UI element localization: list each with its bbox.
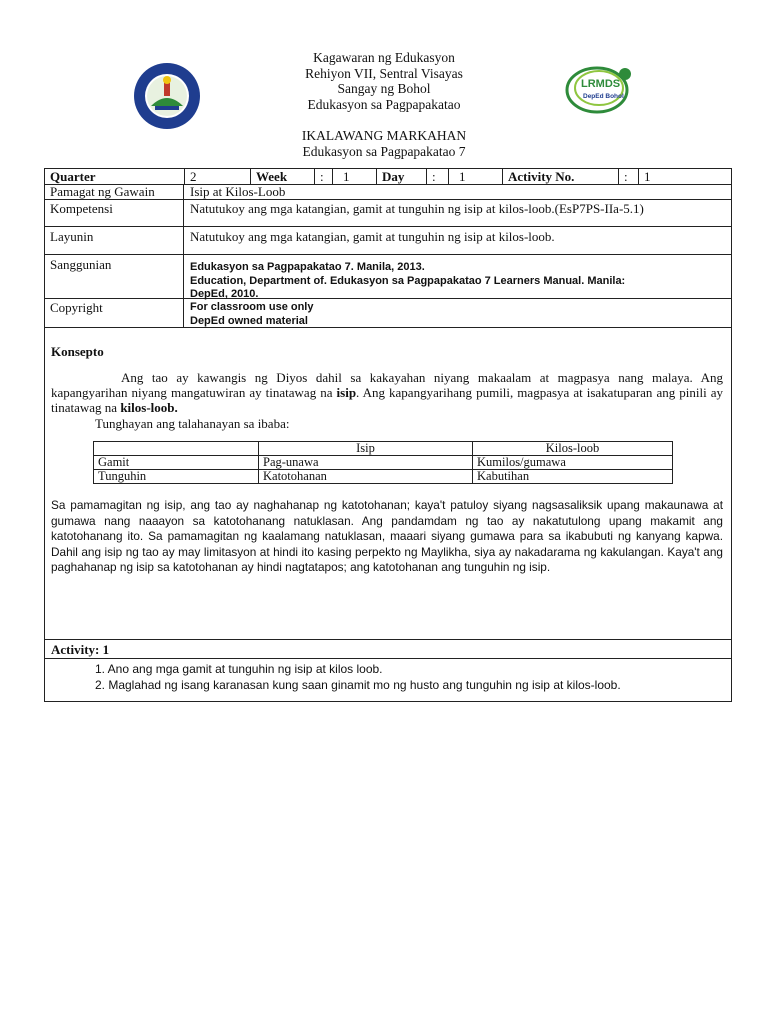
copyright-row <box>45 299 731 328</box>
header-region: Rehiyon VII, Sentral Visayas <box>305 65 463 81</box>
concept-text-c: . Ang kapangyarihang pumili, magpasya at isakatuparan ang pinili ay tinatawag na <box>51 385 723 415</box>
copyright-label: Copyright <box>45 299 184 327</box>
concept-heading: Konsepto <box>51 344 104 359</box>
table-cell: Gamit <box>94 456 259 470</box>
quarter-label: Quarter <box>45 169 185 184</box>
copyright-value <box>185 301 731 328</box>
concept-text-a: Ang tao ay kawangis ng Diyos dahil sa kakayahan niyang makaalam at magpasya nang malaya. Ang kapangyarihan niyang mangatuwiran ay tinatawag na <box>51 370 723 400</box>
header-quarter-title: IKALAWANG MARKAHAN <box>301 128 467 143</box>
lrmds-logo-subtext: DepEd Bohol <box>583 93 624 100</box>
table-row <box>94 456 673 470</box>
activity-value: 1 <box>644 169 651 184</box>
quarter-row <box>45 169 731 185</box>
table-intro: Tunghayan ang talahanayan sa ibaba: <box>95 416 290 431</box>
header-division: Sangay ng Bohol <box>337 81 431 96</box>
reference-row <box>45 255 731 299</box>
lrmds-logo-text: LRMDS <box>581 78 621 90</box>
day-value: 1 <box>449 169 503 184</box>
activity-label: Activity No. <box>503 169 619 184</box>
table-row <box>94 470 673 484</box>
concept-term-kilos-loob: kilos-loob. <box>120 400 178 415</box>
objective-label: Layunin <box>45 227 184 254</box>
header-subject: Edukasyon sa Pagpapakatao <box>307 96 461 112</box>
table-header-row <box>94 442 673 456</box>
isip-kilos-loob-table <box>93 441 673 484</box>
day-label: Day <box>377 169 427 184</box>
table-header-cell: Kilos-loob <box>473 442 673 456</box>
concept-term-isip: isip <box>336 385 357 400</box>
table-cell: Katotohanan <box>259 470 473 484</box>
copyright-line-2: DepEd owned material <box>190 314 308 327</box>
week-label: Week <box>251 169 315 184</box>
table-header-cell: Isip <box>259 442 473 456</box>
reference-line-2: Education, Department of. Edukasyon sa Pagpapakatao 7 Learners Manual. Manila: <box>190 274 626 287</box>
concept-paragraph-1 <box>51 370 723 415</box>
objective-value: Natutukoy ang mga katangian, gamit at tunguhin ng isip at kilos-loob. <box>190 229 555 244</box>
table-header-cell <box>94 442 259 456</box>
header-agency: Kagawaran ng Edukasyon <box>313 50 455 65</box>
copyright-line-1: For classroom use only <box>190 301 314 313</box>
week-value: 1 <box>333 169 377 184</box>
header-subject-title: Edukasyon sa Pagpapakatao 7 <box>302 143 466 159</box>
activity-colon: : <box>619 169 639 184</box>
activity-item: 2. Maglahad ng isang karanasan kung saan ginamit mo ng husto ang tunguhin ng isip at kilos-loob. <box>95 678 621 692</box>
reference-value <box>185 261 731 302</box>
competency-label: Kompetensi <box>45 200 184 226</box>
objective-row <box>45 227 731 255</box>
activity-header-row <box>45 639 731 659</box>
document-header <box>0 50 768 159</box>
title-label: Pamagat ng Gawain <box>45 185 184 199</box>
activity-list <box>95 661 621 693</box>
table-cell: Kabutihan <box>473 470 673 484</box>
reference-line-3: DepEd, 2010. <box>190 288 259 300</box>
day-colon: : <box>427 169 449 184</box>
activity-sheet <box>44 168 732 702</box>
table-cell: Pag-unawa <box>259 456 473 470</box>
title-value: Isip at Kilos-Loob <box>190 184 286 199</box>
table-cell: Tunguhin <box>94 470 259 484</box>
title-row <box>45 185 731 200</box>
reference-label: Sanggunian <box>45 255 184 298</box>
quarter-value: 2 <box>185 169 251 184</box>
competency-value: Natutukoy ang mga katangian, gamit at tunguhin ng isip at kilos-loob.(EsP7PS-IIa-5.1) <box>190 201 644 216</box>
activity-item: 1. Ano ang mga gamit at tunguhin ng isip at kilos loob. <box>95 662 383 676</box>
week-colon: : <box>315 169 333 184</box>
reference-line-1: Edukasyon sa Pagpapakatao 7. Manila, 2013. <box>190 261 425 273</box>
concept-paragraph-2: Sa pamamagitan ng isip, ang tao ay naghahanap ng katotohanan; kaya't patuloy siyang nagsasaliksik upang makaunawa at gumawa nang naaayon sa katotohanang natuklasan. Ang pandamdam ng tao ay nakatutulong upang makamit ang katotohanang ito. Sa pamamagitan ng kaalamang natuklasan, maaari siyang gumawa para sa ikabubuti ng kanyang kapwa. Dahil ang isip ng tao ay may limitasyon at hindi ito kasing perpekto ng Maylikha, siya ay nakadarama ng kakulangan. Kaya't ang paghahanap ng isip sa katotohanan ay hindi nagtatapos; ang katotohanan ang tunguhin ng isip. <box>51 498 723 575</box>
competency-row <box>45 200 731 227</box>
activity-heading: Activity: 1 <box>51 642 110 657</box>
table-cell: Kumilos/gumawa <box>473 456 673 470</box>
